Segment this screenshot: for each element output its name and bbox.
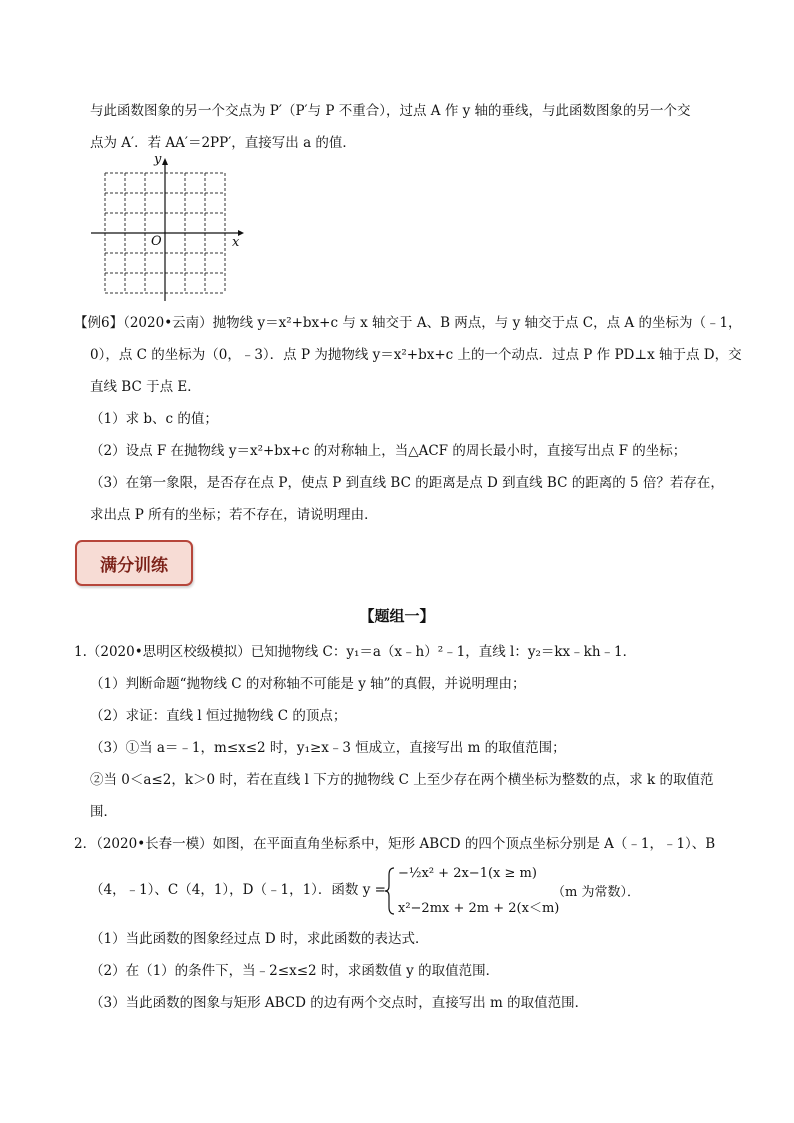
origin-label: O	[151, 234, 162, 249]
text-line: 1.（2020•思明区校级模拟）已知抛物线 C：y₁＝a（x﹣h）²﹣1，直线 l：y₂＝kx﹣kh﹣1．	[74, 644, 637, 660]
text-line: 围．	[90, 804, 117, 820]
piecewise-note: （m 为常数）．	[552, 885, 640, 900]
text-line: （1）判断命题“抛物线 C 的对称轴不可能是 y 轴”的真假，并说明理由；	[90, 676, 526, 692]
text-line: （2）设点 F 在抛物线 y＝x²+bx+c 的对称轴上，当△ACF 的周长最小时，直接写出点 F 的坐标；	[90, 443, 687, 459]
text-line: 求出点 P 所有的坐标；若不存在，请说明理由．	[90, 507, 378, 523]
text-line: 【例6】（2020•云南）抛物线 y＝x²+bx+c 与 x 轴交于 A、B 两点，与 y 轴交于点 C，点 A 的坐标为（﹣1，	[74, 315, 742, 331]
badge-label: 满分训练	[100, 556, 168, 576]
text-line: 点为 A′．若 AA′＝2PP′，直接写出 a 的值．	[90, 135, 356, 151]
text-line: （4，﹣1）、C（4，1），D（﹣1，1）．函数 y =	[90, 882, 386, 898]
text-line: 与此函数图象的另一个交点为 P′（P′与 P 不重合），过点 A 作 y 轴的垂线，与此函数图象的另一个交	[90, 103, 691, 119]
piecewise-row-2: x²−2mx + 2m + 2(x＜m)	[398, 901, 560, 916]
piecewise-brace	[385, 867, 395, 915]
text-line: 0），点 C 的坐标为（0，﹣3）．点 P 为抛物线 y＝x²+bx+c 上的一个动点．过点 P 作 PD⊥x 轴于点 D，交	[90, 347, 742, 363]
coordinate-grid-figure	[88, 152, 248, 303]
y-axis-label: y	[154, 152, 162, 167]
text-line: （2）在（1）的条件下，当﹣2≤x≤2 时，求函数值 y 的取值范围．	[90, 963, 500, 979]
text-line: （2）求证：直线 l 恒过抛物线 C 的顶点；	[90, 708, 347, 724]
text-line: （3）①当 a＝﹣1，m≤x≤2 时，y₁≥x﹣3 恒成立，直接写出 m 的取值范围；	[90, 740, 566, 756]
text-line: （3）在第一象限，是否存在点 P，使点 P 到直线 BC 的距离是点 D 到直线 BC 的距离的 5 倍？若存在，	[90, 475, 724, 491]
x-axis-label: x	[232, 235, 240, 250]
text-line: ②当 0＜a≤2，k＞0 时，若在直线 l 下方的抛物线 C 上至少存在两个横坐标为整数的点，求 k 的取值范	[90, 772, 714, 788]
text-line: （3）当此函数的图象与矩形 ABCD 的边有两个交点时，直接写出 m 的取值范围．	[90, 995, 589, 1011]
section-badge	[75, 540, 193, 586]
piecewise-row-1: −½x² + 2x−1(x ≥ m)	[398, 866, 537, 881]
group-title: 【题组一】	[359, 607, 435, 625]
text-line: 直线 BC 于点 E．	[90, 379, 201, 395]
text-line: （1）当此函数的图象经过点 D 时，求此函数的表达式．	[90, 931, 429, 947]
text-line: 2．（2020•长春一模）如图，在平面直角坐标系中，矩形 ABCD 的四个顶点坐标分别是 A（﹣1，﹣1）、B	[74, 836, 716, 852]
text-line: （1）求 b、c 的值；	[90, 411, 218, 427]
